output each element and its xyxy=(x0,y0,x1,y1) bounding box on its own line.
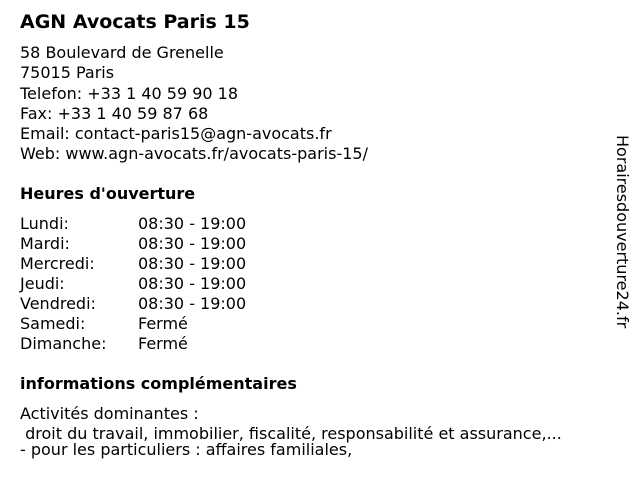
email-line: Email: contact-paris15@agn-avocats.fr xyxy=(20,124,332,143)
hours-heading: Heures d'ouverture xyxy=(20,184,196,203)
hours-time-wednesday: 08:30 - 19:00 xyxy=(138,254,247,273)
hours-day-tuesday: Mardi: xyxy=(20,234,70,253)
business-name: AGN Avocats Paris 15 xyxy=(20,11,250,33)
info-line-1: droit du travail, immobilier, fiscalité, responsabilité et assurance,... xyxy=(20,424,562,443)
hours-time-friday: 08:30 - 19:00 xyxy=(138,294,247,313)
hours-time-sunday: Fermé xyxy=(138,334,188,353)
hours-day-thursday: Jeudi: xyxy=(20,274,65,293)
info-heading: informations complémentaires xyxy=(20,374,297,393)
phone-line: Telefon: +33 1 40 59 90 18 xyxy=(20,84,239,103)
hours-time-tuesday: 08:30 - 19:00 xyxy=(138,234,247,253)
web-line: Web: www.agn-avocats.fr/avocats-paris-15/ xyxy=(20,144,368,163)
address-line-1: 58 Boulevard de Grenelle xyxy=(20,43,224,62)
watermark-text: Horairesdouverture24.fr xyxy=(613,135,632,329)
hours-time-thursday: 08:30 - 19:00 xyxy=(138,274,247,293)
hours-day-wednesday: Mercredi: xyxy=(20,254,95,273)
hours-day-sunday: Dimanche: xyxy=(20,334,107,353)
address-line-2: 75015 Paris xyxy=(20,63,115,82)
fax-line: Fax: +33 1 40 59 87 68 xyxy=(20,104,209,123)
info-label: Activités dominantes : xyxy=(20,404,199,423)
hours-day-friday: Vendredi: xyxy=(20,294,96,313)
hours-day-monday: Lundi: xyxy=(20,214,69,233)
info-line-2: - pour les particuliers : affaires familiales, xyxy=(20,440,353,459)
hours-time-monday: 08:30 - 19:00 xyxy=(138,214,247,233)
hours-time-saturday: Fermé xyxy=(138,314,188,333)
hours-day-saturday: Samedi: xyxy=(20,314,86,333)
